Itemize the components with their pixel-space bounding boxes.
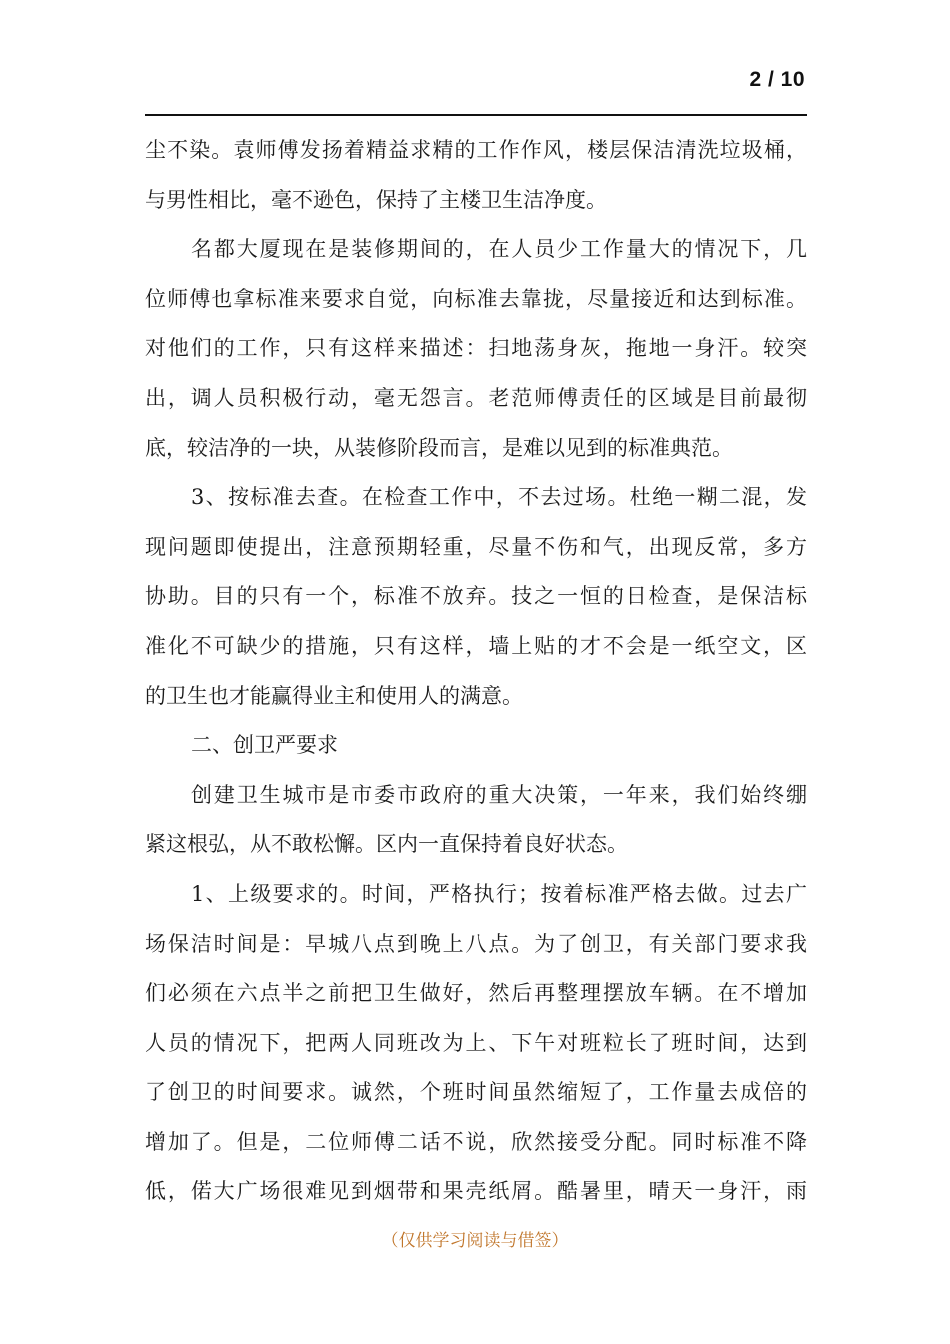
text-line: 现问题即使提出，注意预期轻重，尽量不伤和气，出现反常，多方 — [145, 534, 807, 559]
section-heading: 二、创卫严要求 — [191, 733, 338, 758]
document-body — [145, 126, 807, 1217]
text-line: 们必须在六点半之前把卫生做好，然后再整理摆放车辆。在不增加 — [145, 981, 807, 1006]
text-line: 紧这根弘，从不敢松懈。区内一直保持着良好状态。 — [145, 832, 628, 857]
header-divider — [145, 114, 807, 116]
text-line: 底，较洁净的一块，从装修阶段而言，是难以见到的标准典范。 — [145, 435, 733, 460]
text-line: 增加了。但是，二位师傅二话不说，欣然接受分配。同时标准不降 — [145, 1129, 807, 1154]
text-line: 1、上级要求的。时间，严格执行；按着标准严格去做。过去广 — [191, 881, 807, 906]
text-line: 准化不可缺少的措施，只有这样，墙上贴的才不会是一纸空文，区 — [145, 633, 807, 658]
text-line: 位师傅也拿标准来要求自觉，向标准去靠拢，尽量接近和达到标准。 — [145, 286, 807, 311]
text-line: 的卫生也才能赢得业主和使用人的满意。 — [145, 683, 523, 708]
text-line: 出，调人员积极行动，毫无怨言。老范师傅责任的区域是目前最彻 — [145, 385, 807, 410]
footer-note: （仅供学习阅读与借签） — [381, 1231, 569, 1251]
text-line: 人员的情况下，把两人同班改为上、下午对班粒长了班时间，达到 — [145, 1030, 807, 1055]
text-line: 了创卫的时间要求。诚然，个班时间虽然缩短了，工作量去成倍的 — [145, 1080, 807, 1105]
text-line: 场保洁时间是：早城八点到晚上八点。为了创卫，有关部门要求我 — [145, 931, 807, 956]
text-line: 低，偌大广场很难见到烟带和果壳纸屑。酷暑里，晴天一身汗，雨 — [145, 1179, 807, 1204]
text-line: 创建卫生城市是市委市政府的重大决策，一年来，我们始终绷 — [191, 782, 807, 807]
text-line: 与男性相比，毫不逊色，保持了主楼卫生洁净度。 — [145, 187, 607, 212]
page-number: 2 / 10 — [749, 68, 805, 91]
text-line: 名都大厦现在是装修期间的，在人员少工作量大的情况下，几 — [191, 237, 807, 262]
text-line: 尘不染。袁师傅发扬着精益求精的工作作风，楼层保洁清洗垃圾桶， — [145, 138, 807, 162]
text-line: 3、按标准去查。在检查工作中，不去过场。杜绝一糊二混，发 — [191, 485, 807, 510]
text-line: 对他们的工作，只有这样来描述：扫地荡身灰，拖地一身汗。较突 — [145, 336, 807, 361]
text-line: 协助。目的只有一个，标准不放弃。技之一恒的日检查，是保洁标 — [145, 584, 807, 609]
